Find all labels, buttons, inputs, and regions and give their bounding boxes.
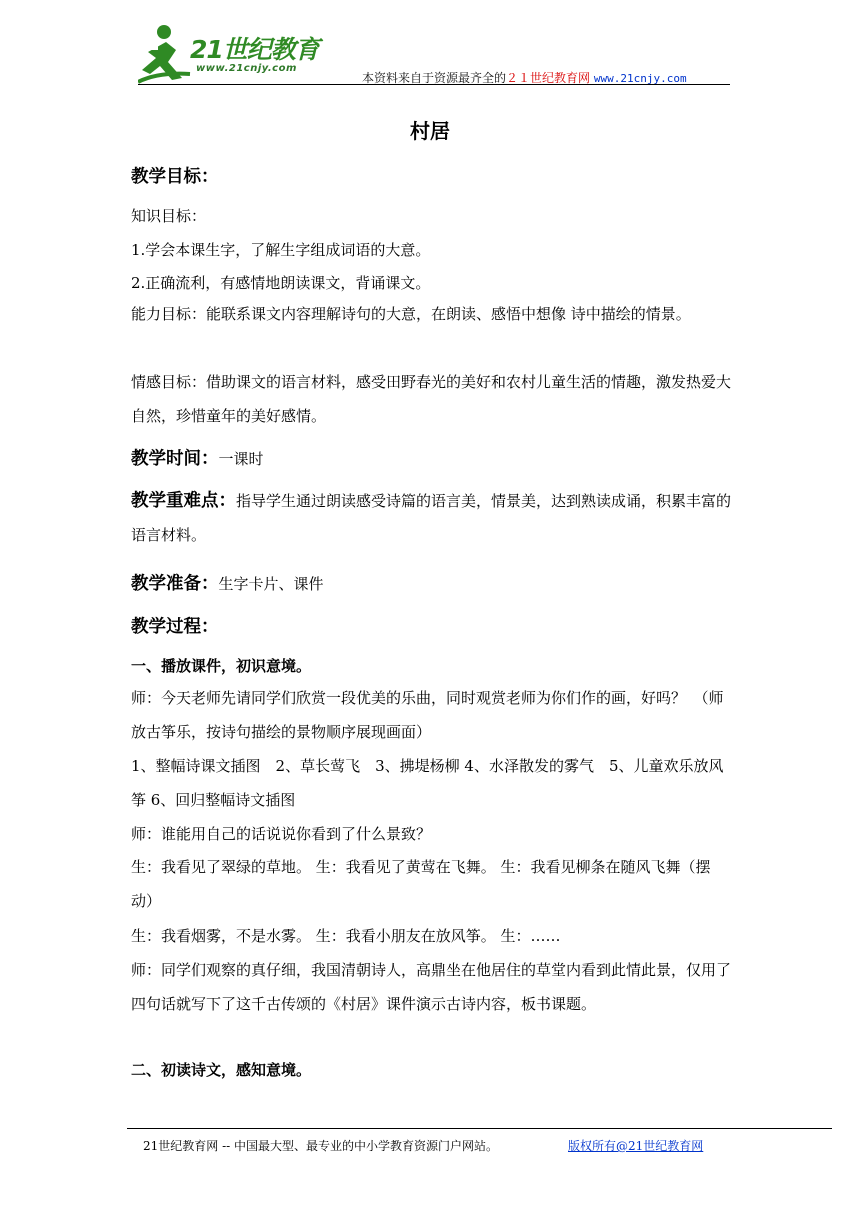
copyright-link[interactable]: 版权所有@21世纪教育网	[568, 1139, 704, 1153]
step1-paragraph-1: 师：今天老师先请同学们欣赏一段优美的乐曲，同时观赏老师为你们作的画，好吗？ （师放古筝乐，按诗句描绘的景物顺序展现画面）	[131, 689, 724, 741]
time-value: 一课时	[218, 450, 264, 468]
step1-paragraph-2: 1、整幅诗课文插图 2、草长莺飞 3、拂堤杨柳 4、水泽散发的雾气 5、儿童欢乐放风筝 6、回归整幅诗文插图	[131, 757, 724, 809]
header-note-site: ２１世纪教育网	[506, 71, 591, 85]
time-row	[131, 445, 264, 470]
goals-heading: 教学目标：	[131, 167, 219, 187]
header-note-prefix: 本资料来自于资源最齐全的	[362, 71, 507, 85]
logo-text: 21世纪教育	[190, 35, 319, 64]
step1-paragraph-3: 师：谁能用自己的话说说你看到了什么景致？	[131, 825, 432, 843]
ability-goal: 能力目标：能联系课文内容理解诗句的大意，在朗读、感悟中想像 诗中描绘的情景。	[131, 305, 691, 323]
key-points	[131, 484, 731, 552]
prep-heading: 教学准备：	[131, 574, 219, 594]
step1-paragraph-4: 生：我看见了翠绿的草地。 生：我看见了黄莺在飞舞。 生：我看见柳条在随风飞舞（摆动）	[131, 858, 711, 910]
step1-paragraph-6: 师：同学们观察的真仔细，我国清朝诗人，高鼎坐在他居住的草堂内看到此情此景，仅用了四句话就写下了这千古传颂的《村居》课件演示古诗内容，板书课题。	[131, 961, 732, 1013]
key-heading: 教学重难点：	[131, 491, 236, 511]
step1-paragraph-5: 生：我看烟雾，不是水雾。 生：我看小朋友在放风筝。 生：……	[131, 927, 561, 945]
header-divider	[138, 84, 730, 85]
header-note-url[interactable]: www.21cnjy.com	[593, 72, 687, 85]
emotion-goal: 情感目标：借助课文的语言材料，感受田野春光的美好和农村儿童生活的情趣，激发热爱大自然，珍惜童年的美好感情。	[131, 373, 732, 425]
key-value: 指导学生通过朗读感受诗篇的语言美，情景美，达到熟读成诵，积累丰富的语言材料。	[131, 492, 732, 544]
footer-divider	[127, 1128, 832, 1129]
knowledge-item-2: 2.正确流利，有感情地朗读课文，背诵课文。	[131, 274, 431, 292]
time-heading: 教学时间：	[131, 449, 219, 469]
prep-value: 生字卡片、课件	[218, 575, 324, 593]
knowledge-label: 知识目标：	[131, 207, 207, 225]
prep-row	[131, 570, 324, 595]
step2-heading: 二、初读诗文，感知意境。	[131, 1061, 312, 1079]
logo-url: www.21cnjy.com	[196, 63, 297, 74]
page-title: 村居	[410, 119, 450, 143]
footer-text: 21世纪教育网 -- 中国最大型、最专业的中小学教育资源门户网站。	[143, 1139, 499, 1153]
knowledge-item-1: 1.学会本课生字，了解生字组成词语的大意。	[131, 241, 431, 259]
step1-heading: 一、播放课件，初识意境。	[131, 657, 312, 675]
process-heading: 教学过程：	[131, 617, 219, 637]
